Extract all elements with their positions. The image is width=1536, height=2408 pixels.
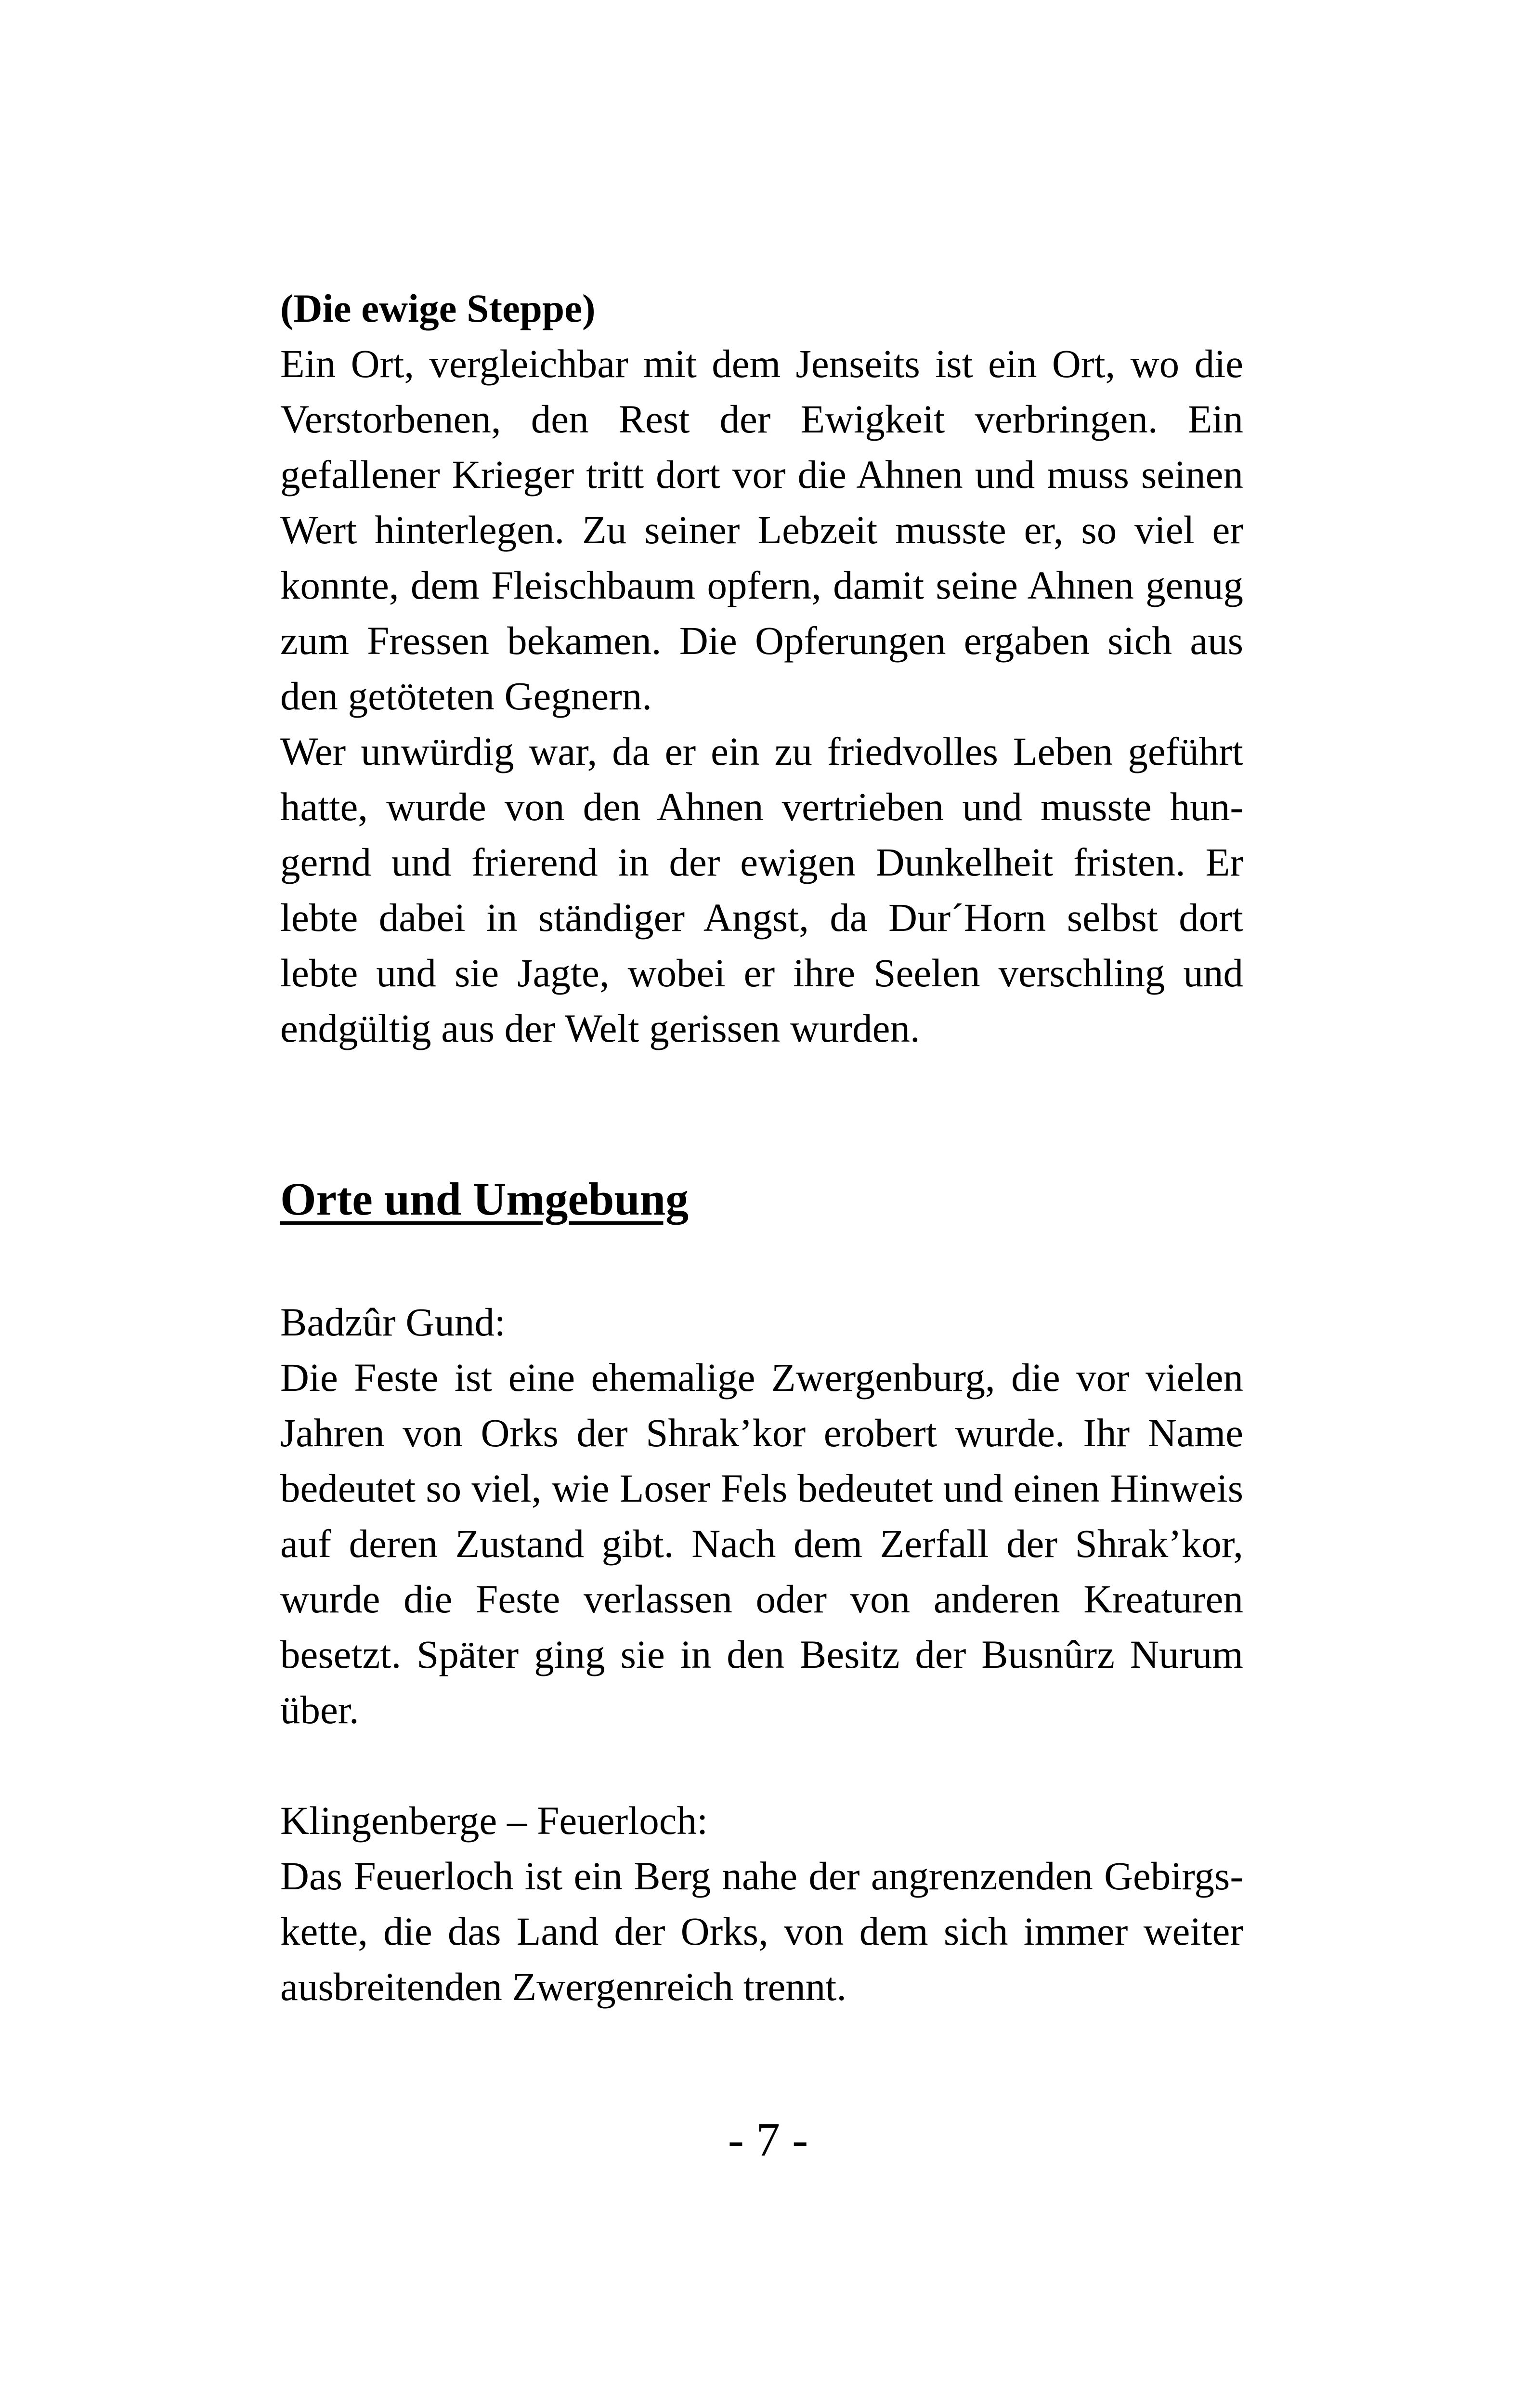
text-line: Verstorbenen, den Rest der Ewigkeit verbringen. Ein (280, 397, 1243, 441)
text-line: den getöteten Gegnern. (280, 674, 652, 718)
text-line: Ein Ort, vergleichbar mit dem Jenseits ist ein Ort, wo die (280, 341, 1243, 386)
section-die-ewige-steppe (280, 281, 1243, 1056)
text-line: besetzt. Später ging sie in den Besitz der Busnûrz Nurum (280, 1632, 1243, 1676)
text-line: auf deren Zustand gibt. Nach dem Zerfall der Shrak’kor, (280, 1521, 1243, 1566)
section-klingenberge-feuerloch (280, 1793, 1243, 2015)
text-line: lebte und sie Jagte, wobei er ihre Seelen verschling und (280, 951, 1243, 995)
text-line: wurde die Feste verlassen oder von anderen Kreaturen (280, 1577, 1243, 1621)
text-line: Badzûr Gund: (280, 1300, 506, 1344)
section-heading: Orte und Umgebung (280, 1173, 689, 1225)
text-line: über. (280, 1688, 359, 1732)
text-line: ausbreitenden Zwergenreich trennt. (280, 1964, 847, 2009)
text-line: endgültig aus der Welt gerissen wurden. (280, 1006, 920, 1050)
text-line: bedeutet so viel, wie Loser Fels bedeutet und einen Hinweis (280, 1466, 1243, 1510)
text-line: konnte, dem Fleischbaum opfern, damit seine Ahnen genug (280, 563, 1243, 607)
section-badzur-gund (280, 1295, 1243, 1738)
text-line: kette, die das Land der Orks, von dem sich immer weiter (280, 1909, 1243, 1953)
section-title-line: (Die ewige Steppe) (280, 286, 596, 330)
text-line: Wer unwürdig war, da er ein zu friedvolles Leben geführt (280, 729, 1243, 773)
text-line: Wert hinterlegen. Zu seiner Lebzeit musste er, so viel er (280, 508, 1243, 552)
text-line: gernd und frierend in der ewigen Dunkelheit fristen. Er (280, 840, 1243, 884)
text-line: Die Feste ist eine ehemalige Zwergenburg, die vor vielen (280, 1355, 1243, 1400)
text-line: lebte dabei in ständiger Angst, da Dur´Horn selbst dort (280, 895, 1243, 940)
text-line: Jahren von Orks der Shrak’kor erobert wurde. Ihr Name (280, 1411, 1243, 1455)
page-number: - 7 - (728, 2113, 808, 2166)
text-line: Das Feuerloch ist ein Berg nahe der angrenzenden Gebirgs- (280, 1854, 1243, 1898)
text-line: zum Fressen bekamen. Die Opferungen ergaben sich aus (280, 618, 1243, 663)
text-line: Klingenberge – Feuerloch: (280, 1798, 708, 1843)
text-line: hatte, wurde von den Ahnen vertrieben und musste hun- (280, 785, 1243, 829)
text-line: gefallener Krieger tritt dort vor die Ahnen und muss seinen (280, 452, 1243, 497)
